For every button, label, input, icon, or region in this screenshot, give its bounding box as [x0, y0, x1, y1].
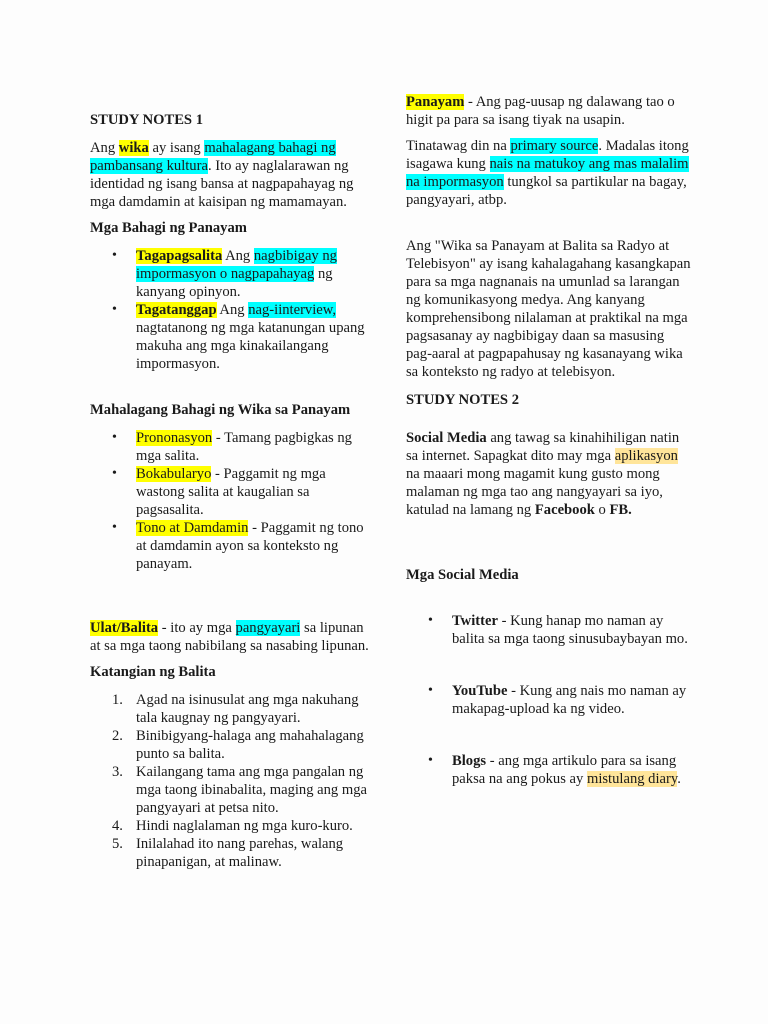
right-column — [406, 93, 691, 788]
ulat-balita-paragraph: Ulat/Balita - ito ay mga pangyayari sa lipunan at sa mga taong nabibilang sa nasabing lipunan. — [90, 620, 369, 654]
wika-radyo-paragraph: Ang "Wika sa Panayam at Balita sa Radyo at Telebisyon" ay isang kahalagahang kasangkapan para sa mga nagnanais na umunlad sa larangan ng komunikasyong medya. Ang kanyang komprehensibong nilalaman at praktikal na mga pagsasanay ay nagbibigay daan sa masusing pag-aaral at pagpapahusay ng kasanayang wika sa konteksto ng radyo at telebisyon. — [406, 238, 691, 380]
list-item: 3. Kailangang tama ang mga pangalan ng mga taong ibinabalita, maging ang mga pangyayari at petsa nito. — [112, 764, 368, 816]
list-item: • Tagatanggap Ang nag-iinterview, nagtatanong ng mga katanungan upang makuha ang mga kinakailangang impormasyon. — [90, 301, 372, 373]
study-notes-1-title: STUDY NOTES 1 — [90, 112, 203, 128]
mahalagang-list — [90, 429, 372, 573]
list-item: 5. Inilalahad ito nang parehas, walang pinapanigan, at malinaw. — [112, 836, 344, 870]
list-item: • YouTube - Kung ang nais mo naman ay makapag-upload ka ng video. — [406, 682, 691, 718]
left-column — [90, 111, 372, 871]
social-media-list — [406, 612, 691, 788]
intro-paragraph: Ang wika ay isang mahalagang bahagi ng pambansang kultura. Ito ay naglalarawan ng identidad ng isang bansa at nagpapahayag ng mga damdamin at kaisipan ng mamamayan. — [90, 140, 354, 210]
mga-social-media-heading: Mga Social Media — [406, 567, 519, 583]
list-item: • Tagapagsalita Ang nagbibigay ng impormasyon o nagpapahayag ng kanyang opinyon. — [90, 247, 372, 301]
tinatawag-paragraph: Tinatawag din na primary source. Madalas itong isagawa kung nais na matukoy ang mas malalim na impormasyon tungkol sa partikular na bagay, pangyayari, atbp. — [406, 138, 689, 208]
list-item: • Blogs - ang mga artikulo para sa isang paksa na ang pokus ay mistulang diary. — [406, 752, 691, 788]
list-item: 4. Hindi naglalaman ng mga kuro-kuro. — [112, 818, 353, 834]
mahalagang-bahagi-heading: Mahalagang Bahagi ng Wika sa Panayam — [90, 402, 351, 418]
social-media-paragraph: Social Media ang tawag sa kinahihiligan natin sa internet. Sapagkat dito may mga aplikasyon na maaari mong magamit kung gusto mong malaman ng mga tao ang nangyayari sa iyo, katulad na lamang ng Facebook o FB. — [406, 430, 680, 518]
katangian-heading: Katangian ng Balita — [90, 664, 216, 680]
mga-bahagi-heading: Mga Bahagi ng Panayam — [90, 220, 247, 236]
list-item: • Prononasyon - Tamang pagbigkas ng mga salita. — [90, 429, 372, 465]
list-item: 1. Agad na isinusulat ang mga nakuhang tala kaugnay ng pangyayari. — [112, 692, 359, 726]
list-item: 2. Binibigyang-halaga ang mahahalagang punto sa balita. — [112, 728, 364, 762]
katangian-list — [90, 691, 372, 871]
wika-term: wika — [118, 140, 149, 156]
study-notes-2-title: STUDY NOTES 2 — [406, 392, 519, 408]
list-item: • Bokabularyo - Paggamit ng mga wastong salita at kaugalian sa pagsasalita. — [90, 465, 372, 519]
list-item: • Tono at Damdamin - Paggamit ng tono at damdamin ayon sa konteksto ng panayam. — [90, 519, 372, 573]
panayam-paragraph: Panayam - Ang pag-uusap ng dalawang tao o higit pa para sa isang tiyak na usapin. — [406, 94, 675, 128]
list-item: • Twitter - Kung hanap mo naman ay balita sa mga taong sinusubaybayan mo. — [406, 612, 691, 648]
bahagi-list — [90, 247, 372, 373]
